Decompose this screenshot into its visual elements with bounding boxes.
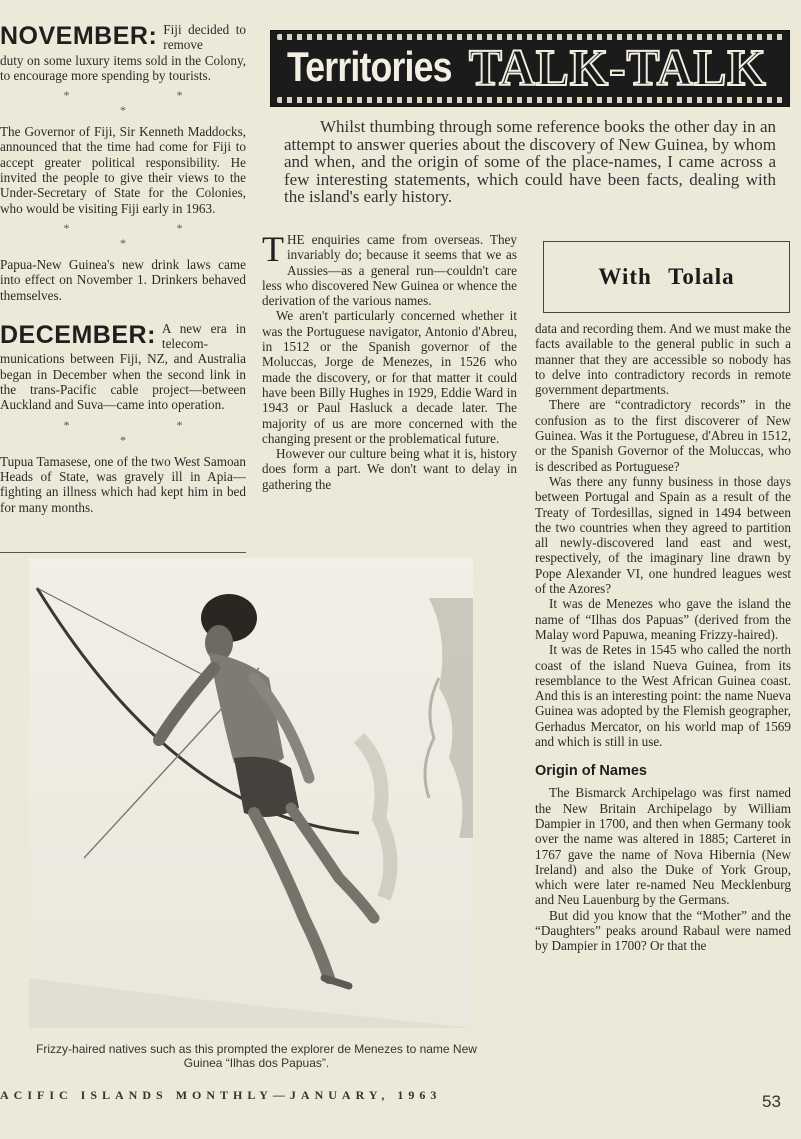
byline-box (543, 241, 790, 313)
month-heading-december: DECEMBER: (0, 320, 156, 349)
november-lead-text: Fiji decided to remove (163, 22, 246, 53)
article-column-right (535, 321, 791, 954)
article-paragraph: It was de Menezes who gave the island the name of “Ilhas dos Papuas” (derived from the Malay word Papuwa, meaning Frizzy-haired). (535, 596, 791, 642)
november-item: The Governor of Fiji, Sir Kenneth Maddocks, announced that the time had come for Fiji to accept greater political responsibility. He invited the people to give their views to the Under-Secretary of State for the Colonies, who would be visiting Fiji early in 1963. (0, 124, 246, 216)
subheading-origin-of-names: Origin of Names (535, 763, 647, 780)
section-header-banner (270, 30, 790, 107)
column-divider-rule (0, 552, 246, 553)
article-paragraph: We aren't particularly concerned whether it was the Portuguese navigator, Antonio d'Abreu, in 1512 or the Spanish governor of the Moluccas, Jorge de Menezes, in 1526 who made the discovery, or for that matter it could have been Billy Hughes in 1929, Eddie Ward in 1943 or Paul Hasluck a decade later. The majority of us are more concerned with the changing present or the problematical future. (262, 308, 517, 446)
article-column-middle (262, 229, 517, 492)
news-diary-column (0, 22, 246, 515)
archer-figure-illustration (29, 558, 473, 1028)
drop-cap: T (262, 229, 284, 269)
separator-stars: * * * (63, 417, 235, 447)
article-paragraph: There are “contradictory records” in the confusion as to the first discoverer of New Guinea. Was it the Portuguese, d'Abreu in 1512, or the Spanish Governor of the Moluccas, who is described as Portuguese? (535, 397, 791, 474)
december-item: Tupua Tamasese, one of the two West Samoan Heads of State, was gravely ill in Apia—fighting an illness which had kept him in bed for many months. (0, 453, 246, 515)
month-heading-november: NOVEMBER: (0, 22, 158, 50)
article-paragraph: But did you know that the “Mother” and the “Daughters” peaks around Rabaul were named by Dampier in 1700? Or that the (535, 907, 791, 954)
december-lead-text: A new era in telecom- (161, 320, 246, 352)
article-paragraph: Was there any funny business in those days between Portugal and Spain as a result of the Treaty of Tordesillas, signed in 1494 between the two countries when they agreed to partition all newly-discovered land east and west, respectively, of the imaginary line drawn by Pope Alexander VI, one hundred leagues west of the Azores? (535, 473, 791, 597)
article-paragraph: It was de Retes in 1545 who called the north coast of the island Nueva Guinea, from its resemblance to the West African Guinea coast. And this is an interesting point: the name Nueva Guinea was adopted by the Flemish geographer, Gerhadus Mercator, on his world map of 1569 and which is still in use. (535, 642, 791, 750)
page-number: 53 (762, 1092, 781, 1111)
november-heading-row (0, 22, 246, 53)
separator-stars: * * * (63, 220, 235, 250)
photo-caption: Frizzy-haired natives such as this prompted the explorer de Menezes to name New Guinea “Ilhas dos Papuas”. (36, 1042, 477, 1070)
december-item-text: munications between Fiji, NZ, and Australia began in December when the second link in the trans-Pacific cable project—between Auckland and Suva—came into operation. (0, 351, 246, 413)
article-paragraph: THE enquiries came from overseas. They invariably do; because it seems that we as Aussies—as a general run—couldn't care less who discovered New Guinea or whence the derivation of the various names. (262, 229, 517, 309)
november-item: Papua-New Guinea's new drink laws came into effect on November 1. Drinkers behaved themselves. (0, 256, 246, 303)
article-paragraph: The Bismarck Archipelago was first named the New Britain Archipelago by William Dampier in 1700, and then when Germany took over the name was altered in 1885; Carteret in 1767 gave the name of Nova Hibernia (New Ireland) and also the Duke of York Group, which were later re-named Neu Mecklenburg and Neu Lauenburg by the Germans. (535, 785, 791, 908)
header-title-talk-talk: TALK-TALK (469, 40, 767, 97)
separator-stars: * * * (63, 88, 235, 118)
running-footer: ACIFIC ISLANDS MONTHLY—JANUARY, 1963 (0, 1088, 442, 1102)
article-paragraph: However our culture being what it is, history does form a part. We don't want to delay in gathering the (262, 446, 517, 492)
byline-text: With Tolala (598, 264, 735, 289)
article-intro: Whilst thumbing through some reference books the other day in an attempt to answer queries about the discovery of New Guinea, by whom and when, and the origin of some of the place-names, I came across a few interesting statements, which could have been facts, dealing with the island's early history. (284, 117, 776, 207)
archer-photograph (29, 558, 473, 1028)
article-paragraph: data and recording them. And we must make the facts available to the general public in such a manner that they are accessible so nobody has to delve into contradictory records in remote government departments. (535, 321, 791, 398)
november-item-text: duty on some luxury items sold in the Colony, to encourage more spending by tourists. (0, 52, 246, 83)
header-title-territories: Territories (287, 43, 452, 90)
december-heading-row (0, 321, 246, 352)
